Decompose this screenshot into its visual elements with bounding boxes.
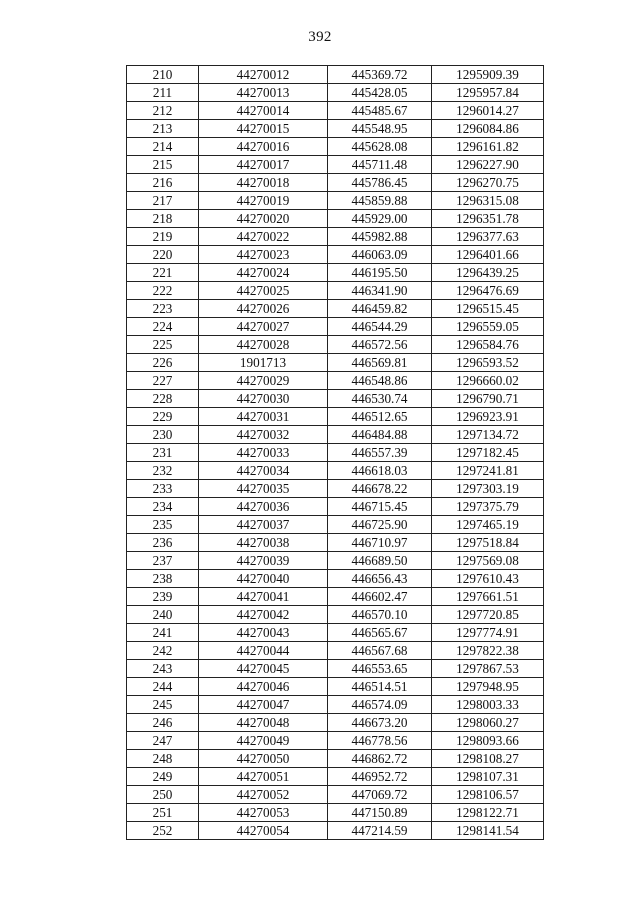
point-id-cell: 44270054 xyxy=(199,822,328,840)
point-number-cell: 247 xyxy=(127,732,199,750)
point-number-cell: 217 xyxy=(127,192,199,210)
point-number-cell: 244 xyxy=(127,678,199,696)
point-id-cell: 44270039 xyxy=(199,552,328,570)
table-row xyxy=(127,426,544,444)
point-id-cell: 44270024 xyxy=(199,264,328,282)
x-coordinate-cell: 446484.88 xyxy=(328,426,432,444)
table-row xyxy=(127,804,544,822)
point-id-cell: 44270038 xyxy=(199,534,328,552)
table-row xyxy=(127,192,544,210)
x-coordinate-cell: 445369.72 xyxy=(328,66,432,84)
y-coordinate-cell: 1296660.02 xyxy=(432,372,544,390)
y-coordinate-cell: 1296161.82 xyxy=(432,138,544,156)
point-number-cell: 212 xyxy=(127,102,199,120)
page-number: 392 xyxy=(308,29,332,45)
point-number-cell: 231 xyxy=(127,444,199,462)
x-coordinate-cell: 446656.43 xyxy=(328,570,432,588)
y-coordinate-cell: 1297569.08 xyxy=(432,552,544,570)
y-coordinate-cell: 1296790.71 xyxy=(432,390,544,408)
y-coordinate-cell: 1298108.27 xyxy=(432,750,544,768)
table-row xyxy=(127,606,544,624)
x-coordinate-cell: 445859.88 xyxy=(328,192,432,210)
y-coordinate-cell: 1297465.19 xyxy=(432,516,544,534)
x-coordinate-cell: 446618.03 xyxy=(328,462,432,480)
point-number-cell: 213 xyxy=(127,120,199,138)
point-number-cell: 223 xyxy=(127,300,199,318)
point-number-cell: 214 xyxy=(127,138,199,156)
y-coordinate-cell: 1297948.95 xyxy=(432,678,544,696)
x-coordinate-cell: 446565.67 xyxy=(328,624,432,642)
coordinates-table xyxy=(126,65,544,840)
x-coordinate-cell: 446572.56 xyxy=(328,336,432,354)
table-row xyxy=(127,156,544,174)
table-row xyxy=(127,372,544,390)
point-id-cell: 44270020 xyxy=(199,210,328,228)
table-row xyxy=(127,660,544,678)
x-coordinate-cell: 445428.05 xyxy=(328,84,432,102)
point-number-cell: 230 xyxy=(127,426,199,444)
y-coordinate-cell: 1295909.39 xyxy=(432,66,544,84)
y-coordinate-cell: 1297720.85 xyxy=(432,606,544,624)
y-coordinate-cell: 1296315.08 xyxy=(432,192,544,210)
y-coordinate-cell: 1298122.71 xyxy=(432,804,544,822)
y-coordinate-cell: 1297375.79 xyxy=(432,498,544,516)
y-coordinate-cell: 1297182.45 xyxy=(432,444,544,462)
y-coordinate-cell: 1296515.45 xyxy=(432,300,544,318)
y-coordinate-cell: 1297822.38 xyxy=(432,642,544,660)
point-id-cell: 44270037 xyxy=(199,516,328,534)
point-id-cell: 44270016 xyxy=(199,138,328,156)
table-row xyxy=(127,768,544,786)
point-id-cell: 44270014 xyxy=(199,102,328,120)
x-coordinate-cell: 445485.67 xyxy=(328,102,432,120)
x-coordinate-cell: 446063.09 xyxy=(328,246,432,264)
point-number-cell: 220 xyxy=(127,246,199,264)
point-id-cell: 44270030 xyxy=(199,390,328,408)
point-number-cell: 245 xyxy=(127,696,199,714)
y-coordinate-cell: 1296559.05 xyxy=(432,318,544,336)
y-coordinate-cell: 1298093.66 xyxy=(432,732,544,750)
y-coordinate-cell: 1297134.72 xyxy=(432,426,544,444)
point-number-cell: 229 xyxy=(127,408,199,426)
table-row xyxy=(127,534,544,552)
y-coordinate-cell: 1296084.86 xyxy=(432,120,544,138)
point-number-cell: 241 xyxy=(127,624,199,642)
point-id-cell: 44270022 xyxy=(199,228,328,246)
point-number-cell: 251 xyxy=(127,804,199,822)
point-number-cell: 252 xyxy=(127,822,199,840)
table-row xyxy=(127,678,544,696)
table-row xyxy=(127,732,544,750)
point-id-cell: 44270012 xyxy=(199,66,328,84)
y-coordinate-cell: 1297774.91 xyxy=(432,624,544,642)
point-id-cell: 44270040 xyxy=(199,570,328,588)
table-row xyxy=(127,516,544,534)
point-id-cell: 44270018 xyxy=(199,174,328,192)
table-row xyxy=(127,318,544,336)
x-coordinate-cell: 446553.65 xyxy=(328,660,432,678)
table-row xyxy=(127,102,544,120)
x-coordinate-cell: 446512.65 xyxy=(328,408,432,426)
point-id-cell: 44270031 xyxy=(199,408,328,426)
point-number-cell: 232 xyxy=(127,462,199,480)
point-number-cell: 240 xyxy=(127,606,199,624)
point-number-cell: 235 xyxy=(127,516,199,534)
point-id-cell: 1901713 xyxy=(199,354,328,372)
point-number-cell: 216 xyxy=(127,174,199,192)
x-coordinate-cell: 446569.81 xyxy=(328,354,432,372)
table-row xyxy=(127,408,544,426)
point-number-cell: 236 xyxy=(127,534,199,552)
point-id-cell: 44270049 xyxy=(199,732,328,750)
point-number-cell: 218 xyxy=(127,210,199,228)
point-number-cell: 237 xyxy=(127,552,199,570)
point-number-cell: 224 xyxy=(127,318,199,336)
y-coordinate-cell: 1296377.63 xyxy=(432,228,544,246)
table-row xyxy=(127,588,544,606)
x-coordinate-cell: 446862.72 xyxy=(328,750,432,768)
table-row xyxy=(127,174,544,192)
table-row xyxy=(127,228,544,246)
point-id-cell: 44270032 xyxy=(199,426,328,444)
point-id-cell: 44270015 xyxy=(199,120,328,138)
y-coordinate-cell: 1296439.25 xyxy=(432,264,544,282)
coordinates-table-body xyxy=(127,66,544,840)
table-row xyxy=(127,210,544,228)
point-number-cell: 228 xyxy=(127,390,199,408)
table-row xyxy=(127,390,544,408)
y-coordinate-cell: 1297867.53 xyxy=(432,660,544,678)
x-coordinate-cell: 447150.89 xyxy=(328,804,432,822)
table-row xyxy=(127,300,544,318)
x-coordinate-cell: 446341.90 xyxy=(328,282,432,300)
y-coordinate-cell: 1295957.84 xyxy=(432,84,544,102)
point-id-cell: 44270048 xyxy=(199,714,328,732)
point-id-cell: 44270036 xyxy=(199,498,328,516)
point-number-cell: 233 xyxy=(127,480,199,498)
point-number-cell: 243 xyxy=(127,660,199,678)
point-number-cell: 239 xyxy=(127,588,199,606)
table-row xyxy=(127,822,544,840)
point-id-cell: 44270034 xyxy=(199,462,328,480)
point-id-cell: 44270051 xyxy=(199,768,328,786)
point-number-cell: 210 xyxy=(127,66,199,84)
point-id-cell: 44270047 xyxy=(199,696,328,714)
x-coordinate-cell: 446778.56 xyxy=(328,732,432,750)
point-id-cell: 44270045 xyxy=(199,660,328,678)
point-id-cell: 44270013 xyxy=(199,84,328,102)
table-row xyxy=(127,84,544,102)
y-coordinate-cell: 1298141.54 xyxy=(432,822,544,840)
point-id-cell: 44270033 xyxy=(199,444,328,462)
y-coordinate-cell: 1298106.57 xyxy=(432,786,544,804)
table-row xyxy=(127,480,544,498)
point-number-cell: 222 xyxy=(127,282,199,300)
y-coordinate-cell: 1296270.75 xyxy=(432,174,544,192)
y-coordinate-cell: 1296593.52 xyxy=(432,354,544,372)
x-coordinate-cell: 446530.74 xyxy=(328,390,432,408)
table-row xyxy=(127,138,544,156)
x-coordinate-cell: 447214.59 xyxy=(328,822,432,840)
table-row xyxy=(127,66,544,84)
y-coordinate-cell: 1298060.27 xyxy=(432,714,544,732)
point-number-cell: 225 xyxy=(127,336,199,354)
x-coordinate-cell: 445929.00 xyxy=(328,210,432,228)
table-row xyxy=(127,444,544,462)
table-row xyxy=(127,552,544,570)
y-coordinate-cell: 1297241.81 xyxy=(432,462,544,480)
point-id-cell: 44270044 xyxy=(199,642,328,660)
point-id-cell: 44270028 xyxy=(199,336,328,354)
table-row xyxy=(127,624,544,642)
table-row xyxy=(127,120,544,138)
point-id-cell: 44270041 xyxy=(199,588,328,606)
point-number-cell: 249 xyxy=(127,768,199,786)
point-id-cell: 44270046 xyxy=(199,678,328,696)
point-number-cell: 234 xyxy=(127,498,199,516)
x-coordinate-cell: 445786.45 xyxy=(328,174,432,192)
x-coordinate-cell: 446715.45 xyxy=(328,498,432,516)
x-coordinate-cell: 446548.86 xyxy=(328,372,432,390)
table-row xyxy=(127,282,544,300)
x-coordinate-cell: 446952.72 xyxy=(328,768,432,786)
point-number-cell: 211 xyxy=(127,84,199,102)
y-coordinate-cell: 1298107.31 xyxy=(432,768,544,786)
y-coordinate-cell: 1296923.91 xyxy=(432,408,544,426)
point-id-cell: 44270052 xyxy=(199,786,328,804)
y-coordinate-cell: 1298003.33 xyxy=(432,696,544,714)
y-coordinate-cell: 1296401.66 xyxy=(432,246,544,264)
point-number-cell: 250 xyxy=(127,786,199,804)
point-number-cell: 219 xyxy=(127,228,199,246)
y-coordinate-cell: 1296476.69 xyxy=(432,282,544,300)
x-coordinate-cell: 447069.72 xyxy=(328,786,432,804)
x-coordinate-cell: 445982.88 xyxy=(328,228,432,246)
table-row xyxy=(127,642,544,660)
x-coordinate-cell: 446725.90 xyxy=(328,516,432,534)
x-coordinate-cell: 446678.22 xyxy=(328,480,432,498)
x-coordinate-cell: 446570.10 xyxy=(328,606,432,624)
x-coordinate-cell: 446673.20 xyxy=(328,714,432,732)
table-row xyxy=(127,570,544,588)
point-id-cell: 44270050 xyxy=(199,750,328,768)
point-id-cell: 44270042 xyxy=(199,606,328,624)
x-coordinate-cell: 445548.95 xyxy=(328,120,432,138)
x-coordinate-cell: 446195.50 xyxy=(328,264,432,282)
point-id-cell: 44270053 xyxy=(199,804,328,822)
table-row xyxy=(127,336,544,354)
point-number-cell: 238 xyxy=(127,570,199,588)
x-coordinate-cell: 446557.39 xyxy=(328,444,432,462)
point-number-cell: 226 xyxy=(127,354,199,372)
y-coordinate-cell: 1296351.78 xyxy=(432,210,544,228)
y-coordinate-cell: 1297303.19 xyxy=(432,480,544,498)
x-coordinate-cell: 446602.47 xyxy=(328,588,432,606)
y-coordinate-cell: 1297610.43 xyxy=(432,570,544,588)
x-coordinate-cell: 446689.50 xyxy=(328,552,432,570)
point-number-cell: 215 xyxy=(127,156,199,174)
x-coordinate-cell: 446710.97 xyxy=(328,534,432,552)
table-row xyxy=(127,786,544,804)
point-number-cell: 242 xyxy=(127,642,199,660)
point-id-cell: 44270019 xyxy=(199,192,328,210)
point-id-cell: 44270023 xyxy=(199,246,328,264)
x-coordinate-cell: 445711.48 xyxy=(328,156,432,174)
y-coordinate-cell: 1297661.51 xyxy=(432,588,544,606)
table-row xyxy=(127,264,544,282)
table-row xyxy=(127,714,544,732)
table-row xyxy=(127,696,544,714)
point-id-cell: 44270025 xyxy=(199,282,328,300)
table-row xyxy=(127,750,544,768)
y-coordinate-cell: 1296014.27 xyxy=(432,102,544,120)
y-coordinate-cell: 1296227.90 xyxy=(432,156,544,174)
y-coordinate-cell: 1296584.76 xyxy=(432,336,544,354)
table-row xyxy=(127,462,544,480)
point-number-cell: 221 xyxy=(127,264,199,282)
table-row xyxy=(127,498,544,516)
y-coordinate-cell: 1297518.84 xyxy=(432,534,544,552)
table-row xyxy=(127,354,544,372)
point-id-cell: 44270027 xyxy=(199,318,328,336)
point-number-cell: 246 xyxy=(127,714,199,732)
point-id-cell: 44270026 xyxy=(199,300,328,318)
point-number-cell: 227 xyxy=(127,372,199,390)
point-id-cell: 44270017 xyxy=(199,156,328,174)
x-coordinate-cell: 446567.68 xyxy=(328,642,432,660)
table-row xyxy=(127,246,544,264)
x-coordinate-cell: 446544.29 xyxy=(328,318,432,336)
point-id-cell: 44270035 xyxy=(199,480,328,498)
x-coordinate-cell: 446574.09 xyxy=(328,696,432,714)
x-coordinate-cell: 446514.51 xyxy=(328,678,432,696)
x-coordinate-cell: 445628.08 xyxy=(328,138,432,156)
point-number-cell: 248 xyxy=(127,750,199,768)
point-id-cell: 44270029 xyxy=(199,372,328,390)
point-id-cell: 44270043 xyxy=(199,624,328,642)
x-coordinate-cell: 446459.82 xyxy=(328,300,432,318)
